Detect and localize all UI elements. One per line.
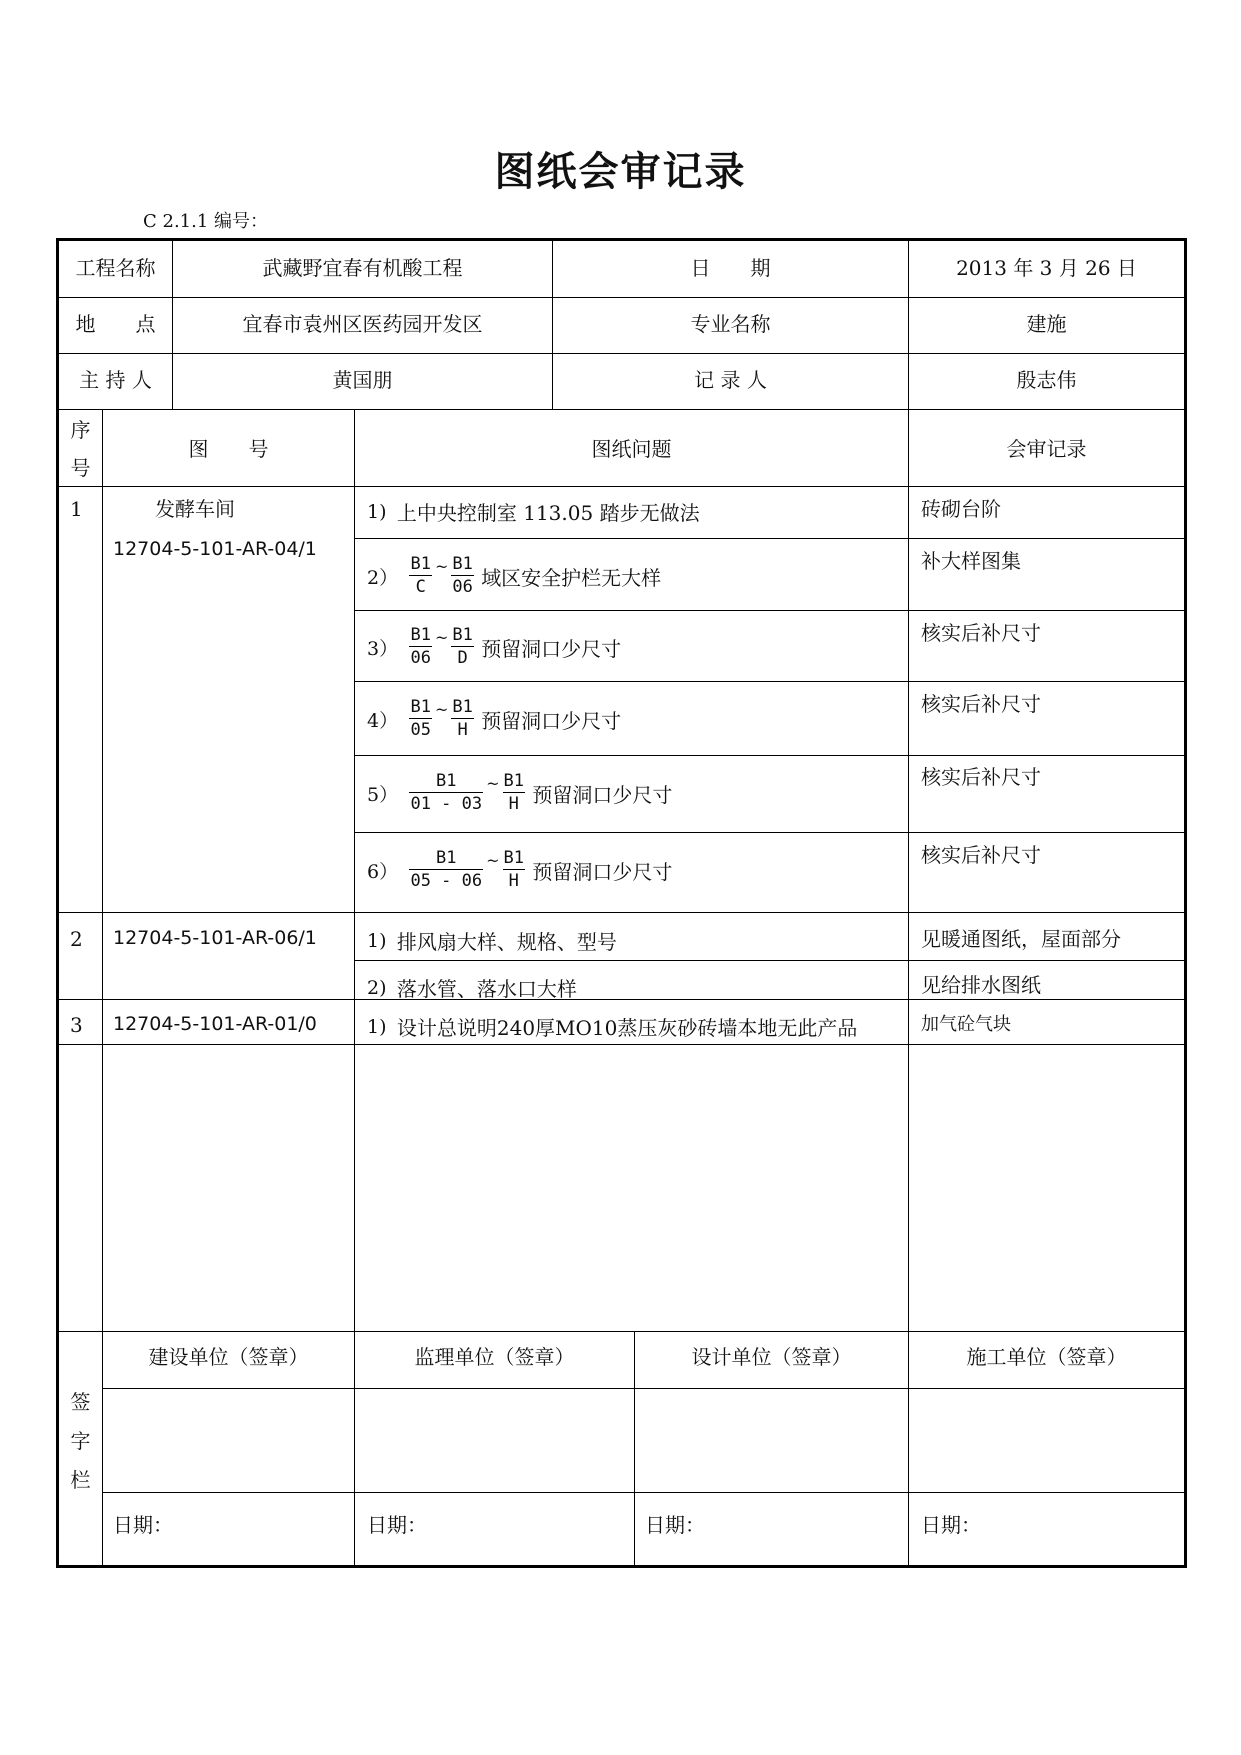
workshop-name: 发酵车间 [155,497,235,521]
owner-signature-label: 建设单位（签章） [148,1345,309,1369]
issue-text: 设计总说明240厚MO10蒸压灰砂砖墙本地无此产品 [396,1016,858,1040]
date-label: 日 期 [690,256,771,280]
issue-item [367,1012,857,1041]
signature-side-label-2: 字 [70,1429,91,1453]
issue-text: 排风扇大样、规格、型号 [396,930,617,954]
supervisor-date-label: 日期： [367,1513,427,1537]
seq-number: 3 [70,1013,83,1037]
host-value: 黄国朋 [332,368,393,392]
seq-number: 1 [70,497,83,521]
issue-item: 5） $\frac{B1}{01 - 03}$ ~ $\frac{B1}{H}$ 预留洞口少尺寸 [367,771,673,814]
issue-text: 落水管、落水口大样 [396,977,577,1001]
item-number: 1) [367,1015,387,1038]
axis-fraction: $\frac{B1}{C}$ [410,554,431,597]
issue-item: 4） $\frac{B1}{05}$ ~ $\frac{B1}{H}$ 预留洞口少尺寸 [367,697,622,740]
review-note: 核实后补尺寸 [921,621,1041,645]
issue-item: 2） $\frac{B1}{C}$ ~ $\frac{B1}{06}$ 域区安全护栏无大样 [367,554,662,597]
axis-fraction: $\frac{B1}{06}$ [452,554,473,597]
item-number: 6） [367,860,399,883]
axis-fraction: $\frac{B1}{H}$ [452,697,473,740]
drawing-number: 12704-5-101-AR-06/1 [113,927,317,949]
seq-header-bottom: 号 [70,456,91,480]
issue-text: 预留洞口少尺寸 [532,859,673,884]
axis-fraction: $\frac{B1}{H}$ [503,771,524,814]
supervisor-signature-label: 监理单位（签章） [414,1345,575,1369]
issue-item [367,973,577,1002]
review-note: 补大样图集 [921,549,1021,573]
item-number: 3） [367,637,399,660]
drawing-no-header: 图 号 [188,437,269,461]
location-value: 宜春市袁州区医药园开发区 [242,312,483,336]
designer-signature-label: 设计单位（签章） [691,1345,852,1369]
issue-header: 图纸问题 [591,437,672,461]
review-note: 见给排水图纸 [921,973,1041,997]
issue-text: 上中央控制室 113.05 踏步无做法 [396,501,700,525]
drawing-number: 12704-5-101-AR-04/1 [113,538,317,560]
review-note: 见暖通图纸，屋面部分 [921,927,1121,951]
specialty-label: 专业名称 [690,312,771,336]
review-note: 核实后补尺寸 [921,843,1041,867]
item-number: 1) [367,929,387,952]
issue-item: 3） $\frac{B1}{06}$ ~ $\frac{B1}{D}$ 预留洞口少尺寸 [367,625,622,668]
designer-date-label: 日期： [645,1513,705,1537]
axis-fraction: $\frac{B1}{D}$ [452,625,473,668]
drawing-number: 12704-5-101-AR-01/0 [113,1013,317,1035]
host-label: 主 持 人 [79,368,152,392]
review-header: 会审记录 [1006,437,1087,461]
issue-item [367,497,700,526]
location-label: 地 点 [75,312,156,336]
item-number: 5） [367,783,399,806]
issue-text: 预留洞口少尺寸 [481,708,622,733]
contractor-date-label: 日期： [921,1513,981,1537]
axis-fraction: $\frac{B1}{05}$ [410,697,431,740]
review-note: 核实后补尺寸 [921,765,1041,789]
document-title: 图纸会审记录 [494,149,747,195]
owner-date-label: 日期： [113,1513,173,1537]
issue-text: 预留洞口少尺寸 [481,636,622,661]
recorder-value: 殷志伟 [1016,368,1077,392]
axis-fraction: $\frac{B1}{06}$ [410,625,431,668]
item-number: 1) [367,500,387,523]
item-number: 2) [367,976,387,999]
document-code: C 2.1.1 编号： [143,211,269,232]
signature-side-label-1: 签 [70,1390,91,1414]
project-name-label: 工程名称 [75,256,156,280]
signature-side-label-3: 栏 [70,1468,91,1492]
axis-fraction: $\frac{B1}{H}$ [503,848,524,891]
issue-text: 域区安全护栏无大样 [481,565,662,590]
issue-item [367,926,617,955]
review-note: 加气砼气块 [921,1014,1011,1035]
contractor-signature-label: 施工单位（签章） [966,1345,1127,1369]
seq-number: 2 [70,927,83,951]
issue-text: 预留洞口少尺寸 [532,782,673,807]
date-value: 2013 年 3 月 26 日 [956,256,1137,280]
axis-fraction: $\frac{B1}{01 - 03}$ [410,771,483,814]
axis-fraction: $\frac{B1}{05 - 06}$ [410,848,483,891]
item-number: 2） [367,566,399,589]
recorder-label: 记 录 人 [694,368,767,392]
issue-item: 6） $\frac{B1}{05 - 06}$ ~ $\frac{B1}{H}$ 预留洞口少尺寸 [367,848,673,891]
review-note: 核实后补尺寸 [921,692,1041,716]
seq-header-top: 序 [70,418,91,442]
review-note: 砖砌台阶 [921,497,1001,521]
specialty-value: 建施 [1026,312,1067,336]
project-name-value: 武藏野宜春有机酸工程 [262,256,463,280]
item-number: 4） [367,709,399,732]
